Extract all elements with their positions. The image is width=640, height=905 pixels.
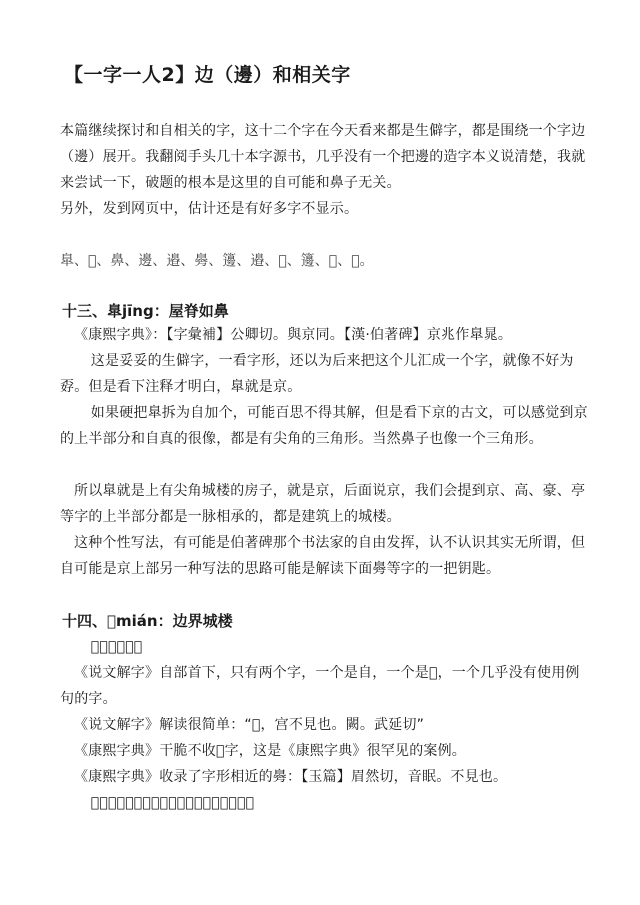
- section-13-paragraph: 所以臯就是上有尖角城楼的房子，就是京，后面说京，我们会提到京、高、豪、亭等字的上半部分都是一脉相承的，都是建筑上的城楼。: [60, 483, 586, 525]
- section-14-paragraph: 《说文解字》自部首下，只有两个字，一个是自，一个是𢈎，一个几乎没有使用例句的字。: [60, 665, 580, 707]
- section-14-paragraph: 《康熙字典》收录了字形相近的臱：【玉篇】眉然切，音眠。不見也。: [74, 769, 508, 785]
- intro-note: 另外，发到网页中，估计还是有好多字不显示。: [60, 201, 359, 217]
- section-13-paragraph: 这种个性写法，有可能是伯著碑那个书法家的自由发挥，认不认识其实无所谓，但自可能是京上部另一种写法的思路可能是解读下面臱等字的一把钥匙。: [60, 535, 586, 577]
- section-14-heading: 十四、𢈎mián：边界城楼: [62, 612, 233, 630]
- section-13-heading: 十三、臯jīng：屋脊如鼻: [62, 302, 229, 320]
- article-title: 【一字一人2】边（邊）和相关字: [64, 64, 351, 86]
- section-13-paragraph: 如果硬把臯拆为自加个，可能百思不得其解，但是看下京的古文，可以感觉到京的上半部分和自真的很像，都是有尖角的三角形。当然鼻子也像一个三角形。: [60, 405, 588, 447]
- section-13-paragraph: 这是妥妥的生僻字，一看字形，还以为后来把这个儿汇成一个字，就像不好为孬。但是看下注释才明白，臯就是京。: [60, 353, 574, 395]
- character-list: 臯、𢈎、鼻、邊、邉、臱、籩、邉、𥴤、籩、𨏧、𨏥。: [60, 253, 374, 269]
- intro-paragraph: 本篇继续探讨和自相关的字，这十二个字在今天看来都是生僻字，都是围绕一个字边（邊）展开。我翻阅手头几十本字源书，几乎没有一个把邊的造字本义说清楚，我就来尝试一下，破题的根本是这里的自可能和鼻子无关。: [60, 123, 586, 191]
- section-14-paragraph: 《康熙字典》干脆不收𢈎字，这是《康熙字典》很罕见的案例。: [74, 743, 466, 759]
- section-14-paragraph: 𢈎字读若眠。: [90, 639, 143, 655]
- section-14-paragraph: 《说文解字》解读很简单：“𢈎，宫不見也。闕。武延切”: [74, 717, 425, 733]
- section-14-paragraph: 𢈎和臱含义相同，字形只有底部构造不同。: [90, 795, 255, 811]
- section-13-dictionary: 《康熙字典》：【字彙補】公卿切。與京同。【漢·伯著碑】京兆作臯晁。: [74, 327, 513, 343]
